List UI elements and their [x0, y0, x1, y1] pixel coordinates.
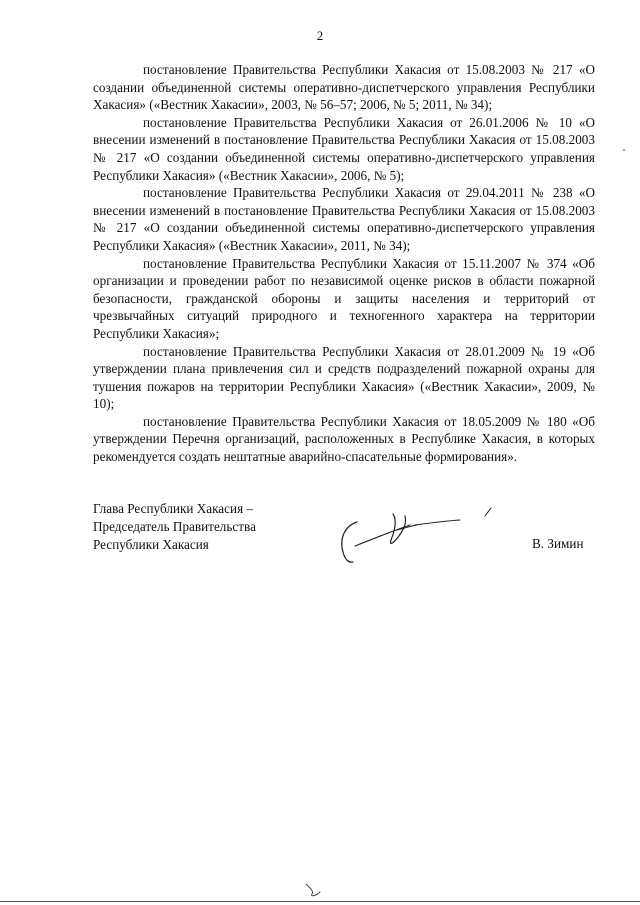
paragraph-resolution-217: постановление Правительства Республики Хакасия от 15.08.2003 № 217 «О создании объединенной системы оперативно-диспетчерского управления Республики Хакасия» («Вестник Хакасии», 2003, № 56–57; 2006, № 5; 2011, № 34);	[93, 62, 595, 113]
signatory-title-line-2: Председатель Правительства	[93, 519, 256, 534]
page-bottom-edge	[0, 901, 640, 902]
paragraph-resolution-374: постановление Правительства Республики Хакасия от 15.11.2007 № 374 «Об организации и проведении работ по независимой оценке рисков в области пожарной безопасности, гражданской обороны и защиты населения и территорий от чрезвычайных ситуаций природного и техногенного характера на территории Республики Хакасия»;	[93, 255, 595, 341]
document-body	[93, 61, 595, 466]
footer-scribble	[300, 882, 324, 898]
margin-speck	[623, 149, 625, 151]
handwritten-signature	[335, 500, 505, 570]
paragraph-resolution-180: постановление Правительства Республики Хакасия от 18.05.2009 № 180 «Об утверждении Перечня организаций, расположенных в Республике Хакасия, в которых рекомендуется создать нештатные аварийно-спасательные формирования».	[93, 413, 595, 465]
page-number: 2	[316, 28, 324, 43]
signatory-title-line-1: Глава Республики Хакасия –	[93, 501, 254, 516]
signatory-title	[93, 500, 273, 554]
signatory-title-line-3: Республики Хакасия	[93, 537, 209, 552]
paragraph-resolution-10: постановление Правительства Республики Хакасия от 26.01.2006 № 10 «О внесении изменений в постановление Правительства Республики Хакасия от 15.08.2003 № 217 «О создании объединенной системы оперативно-диспетчерского управления Республики Хакасия» («Вестник Хакасии», 2006, № 5);	[93, 114, 595, 183]
signatory-name: В. Зимин	[532, 536, 584, 551]
paragraph-resolution-238: постановление Правительства Республики Хакасия от 29.04.2011 № 238 «О внесении изменений в постановление Правительства Республики Хакасия от 15.08.2003 № 217 «О создании объединенной системы оперативно-диспетчерского управления Республики Хакасия» («Вестник Хакасии», 2011, № 34);	[93, 185, 595, 253]
paragraph-resolution-19: постановление Правительства Республики Хакасия от 28.01.2009 № 19 «Об утверждении плана привлечения сил и средств подразделений пожарной охраны для тушения пожаров на территории Республики Хакасия» («Вестник Хакасии», 2009, № 10);	[93, 343, 595, 412]
